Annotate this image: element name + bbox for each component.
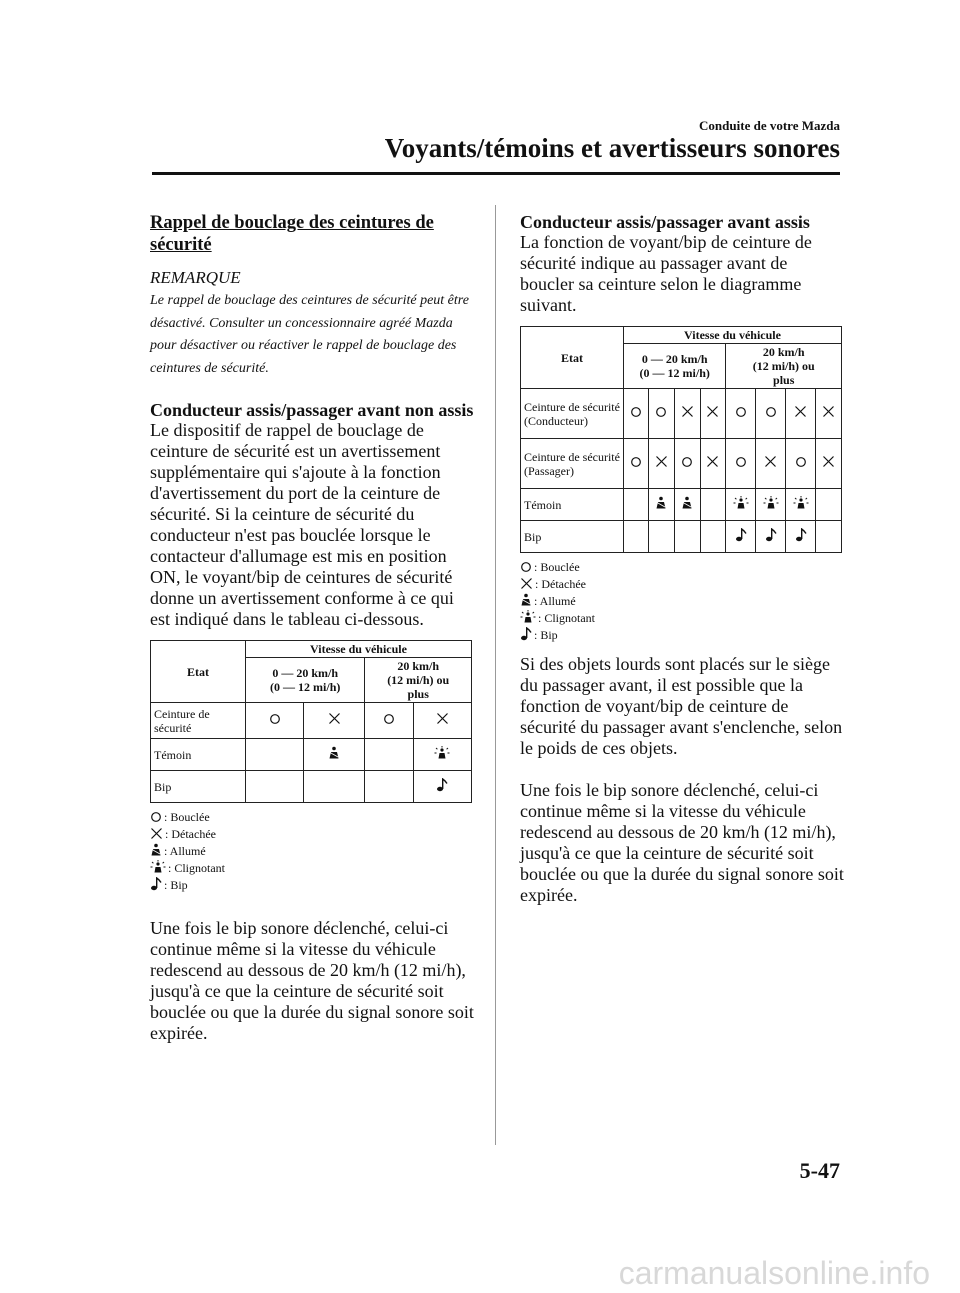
buckled-icon	[765, 406, 777, 422]
header-rule	[152, 172, 840, 175]
legend-label: : Clignotant	[538, 611, 595, 625]
table-cell	[413, 771, 471, 803]
table-row	[151, 739, 472, 771]
legend-label: : Détachée	[165, 827, 216, 841]
table-row	[521, 489, 842, 521]
table-cell	[700, 489, 726, 521]
table-row	[151, 703, 472, 739]
etat-header: Etat	[521, 327, 624, 389]
legend-label: : Allumé	[534, 594, 576, 608]
table-cell	[815, 521, 841, 553]
table-cell	[648, 489, 674, 521]
table-cell	[674, 489, 700, 521]
table-cell	[756, 389, 786, 439]
table-cell	[246, 771, 304, 803]
warning-light-on-icon	[328, 746, 340, 764]
row-label: Ceinture de sécurité (Passager)	[521, 439, 624, 489]
table-cell	[674, 389, 700, 439]
table-row	[521, 439, 842, 489]
unbuckled-icon	[436, 712, 449, 729]
left-column	[150, 212, 475, 1044]
speed-header: Vitesse du véhicule	[624, 327, 842, 344]
table-cell	[786, 389, 816, 439]
row-label: Bip	[151, 771, 246, 803]
subheading-driver-only: Conducteur assis/passager avant non assis	[150, 400, 474, 420]
warning-light-on-icon	[681, 496, 693, 514]
column-divider	[495, 205, 496, 1145]
table-cell	[413, 739, 471, 771]
legend-label: : Bouclée	[534, 560, 580, 574]
row-label: Ceinture de sécurité (Conducteur)	[521, 389, 624, 439]
table-cell	[365, 703, 413, 739]
section-title: Voyants/témoins et avertisseurs sonores	[384, 133, 840, 163]
table-cell	[624, 521, 649, 553]
warning-light-flashing-icon	[793, 496, 809, 514]
table-cell	[674, 521, 700, 553]
table-cell	[726, 489, 756, 521]
warning-light-on-icon	[655, 496, 667, 514]
unbuckled-icon	[822, 405, 835, 422]
beep-icon	[520, 628, 534, 642]
unbuckled-icon	[822, 455, 835, 472]
etat-header: Etat	[151, 641, 246, 703]
row-label: Ceinture de sécurité	[151, 703, 246, 739]
seatbelt-table-passenger	[520, 326, 842, 553]
legend-label: : Allumé	[164, 844, 206, 858]
table-cell	[815, 489, 841, 521]
table-cell	[726, 389, 756, 439]
table-cell	[246, 739, 304, 771]
table-row	[521, 389, 842, 439]
unbuckled-icon	[150, 827, 165, 841]
note-heading: REMARQUE	[150, 268, 241, 287]
legend-item	[150, 860, 475, 877]
table-cell	[624, 439, 649, 489]
subheading-passenger: Conducteur assis/passager avant assis	[520, 212, 810, 232]
table-cell	[304, 771, 365, 803]
table-cell	[304, 703, 365, 739]
speed-header: Vitesse du véhicule	[246, 641, 472, 658]
table-cell	[304, 739, 365, 771]
passenger-intro: La fonction de voyant/bip de ceinture de sécurité indique au passager avant de boucler sa ceinture selon le diagramme suivant.	[520, 232, 812, 315]
table-cell	[700, 389, 726, 439]
beep-icon	[735, 528, 747, 546]
table-cell	[756, 489, 786, 521]
speed-high-header: 20 km/h (12 mi/h) ou plus	[726, 344, 842, 389]
table-cell	[648, 439, 674, 489]
legend-label: : Bip	[164, 878, 188, 892]
table-cell	[726, 439, 756, 489]
table-cell	[756, 521, 786, 553]
beep-icon	[795, 528, 807, 546]
buckled-icon	[150, 810, 164, 824]
right-column	[520, 212, 845, 906]
table-cell	[365, 739, 413, 771]
legend-item	[150, 877, 475, 894]
warning-light-flashing-icon	[150, 861, 168, 875]
legend	[520, 559, 845, 644]
section-heading: Rappel de bouclage des ceintures de sécurité	[150, 213, 434, 255]
legend-item	[520, 610, 845, 627]
unbuckled-icon	[764, 455, 777, 472]
buckled-icon	[269, 713, 281, 729]
legend-item	[150, 809, 475, 826]
heavy-objects-paragraph: Si des objets lourds sont placés sur le siège du passager avant, il est possible que la fonction de voyant/bip de ceinture de sécurité du passager avant s'enclenche, selon le poids de ces objets.	[520, 654, 843, 758]
table-cell	[786, 439, 816, 489]
table-cell	[815, 439, 841, 489]
table-cell	[756, 439, 786, 489]
warning-light-on-icon	[520, 594, 534, 608]
buckled-icon	[681, 456, 693, 472]
legend-item	[520, 593, 845, 610]
buckled-icon	[735, 406, 747, 422]
legend-label: : Clignotant	[168, 861, 225, 875]
warning-light-flashing-icon	[520, 611, 538, 625]
table-cell	[413, 703, 471, 739]
unbuckled-icon	[655, 455, 668, 472]
table-cell	[674, 439, 700, 489]
note-text: Le rappel de bouclage des ceintures de sécurité peut être désactivé. Consulter un concessionnaire agréé Mazda pour désactiver ou réactiver le rappel de bouclage des ceintures de sécurité.	[150, 293, 469, 376]
beep-icon	[436, 778, 448, 796]
table-row	[521, 521, 842, 553]
after-paragraph: Une fois le bip sonore déclenché, celui-ci continue même si la vitesse du véhicule redescend au dessous de 20 km/h (12 mi/h), jusqu'à ce que la ceinture de sécurité soit bouclée ou que la durée du signal sonore soit expirée.	[520, 780, 844, 905]
buckled-icon	[630, 456, 642, 472]
unbuckled-icon	[328, 712, 341, 729]
speed-high-header: 20 km/h (12 mi/h) ou plus	[365, 658, 472, 703]
legend-label: : Bouclée	[164, 810, 210, 824]
table-cell	[365, 771, 413, 803]
legend-item	[520, 559, 845, 576]
after-paragraph: Une fois le bip sonore déclenché, celui-ci continue même si la vitesse du véhicule redescend au dessous de 20 km/h (12 mi/h), jusqu'à ce que la ceinture de sécurité soit bouclée ou que la durée du signal sonore soit expirée.	[150, 918, 474, 1043]
speed-low-header: 0 — 20 km/h (0 — 12 mi/h)	[246, 658, 365, 703]
legend-label: : Détachée	[535, 577, 586, 591]
buckled-icon	[795, 456, 807, 472]
table-cell	[246, 703, 304, 739]
page-number: 5-47	[799, 1158, 840, 1183]
seatbelt-table-driver	[150, 640, 472, 803]
legend-item	[150, 843, 475, 860]
beep-icon	[150, 878, 164, 892]
table-cell	[624, 389, 649, 439]
row-label: Témoin	[151, 739, 246, 771]
unbuckled-icon	[520, 577, 535, 591]
buckled-icon	[630, 406, 642, 422]
table-cell	[786, 489, 816, 521]
table-cell	[786, 521, 816, 553]
table-row	[151, 771, 472, 803]
warning-light-flashing-icon	[733, 496, 749, 514]
legend-item	[150, 826, 475, 843]
speed-low-header: 0 — 20 km/h (0 — 12 mi/h)	[624, 344, 726, 389]
buckled-icon	[383, 713, 395, 729]
row-label: Bip	[521, 521, 624, 553]
unbuckled-icon	[681, 405, 694, 422]
unbuckled-icon	[706, 455, 719, 472]
buckled-icon	[655, 406, 667, 422]
warning-light-flashing-icon	[434, 746, 450, 764]
table-cell	[700, 439, 726, 489]
table-cell	[700, 521, 726, 553]
watermark: carmanualsonline.info	[618, 1255, 930, 1291]
beep-icon	[765, 528, 777, 546]
legend-label: : Bip	[534, 628, 558, 642]
intro-paragraph: Le dispositif de rappel de bouclage de ceinture de sécurité est un avertissement supplémentaire qui s'ajoute à la fonction d'avertissement du port de la ceinture de sécurité. Si la ceinture de sécurité du conducteur n'est pas bouclée lorsque le contacteur d'allumage est mis en position ON, le voyant/bip de ceintures de sécurité donne un avertissement conforme à ce qui est indiqué dans le tableau ci-dessous.	[150, 420, 454, 629]
unbuckled-icon	[794, 405, 807, 422]
chapter-title: Conduite de votre Mazda	[699, 118, 840, 133]
table-cell	[815, 389, 841, 439]
table-cell	[648, 521, 674, 553]
table-cell	[624, 489, 649, 521]
legend-item	[520, 627, 845, 644]
warning-light-on-icon	[150, 844, 164, 858]
buckled-icon	[735, 456, 747, 472]
legend	[150, 809, 475, 894]
table-cell	[726, 521, 756, 553]
buckled-icon	[520, 560, 534, 574]
warning-light-flashing-icon	[763, 496, 779, 514]
unbuckled-icon	[706, 405, 719, 422]
legend-item	[520, 576, 845, 593]
table-cell	[648, 389, 674, 439]
row-label: Témoin	[521, 489, 624, 521]
